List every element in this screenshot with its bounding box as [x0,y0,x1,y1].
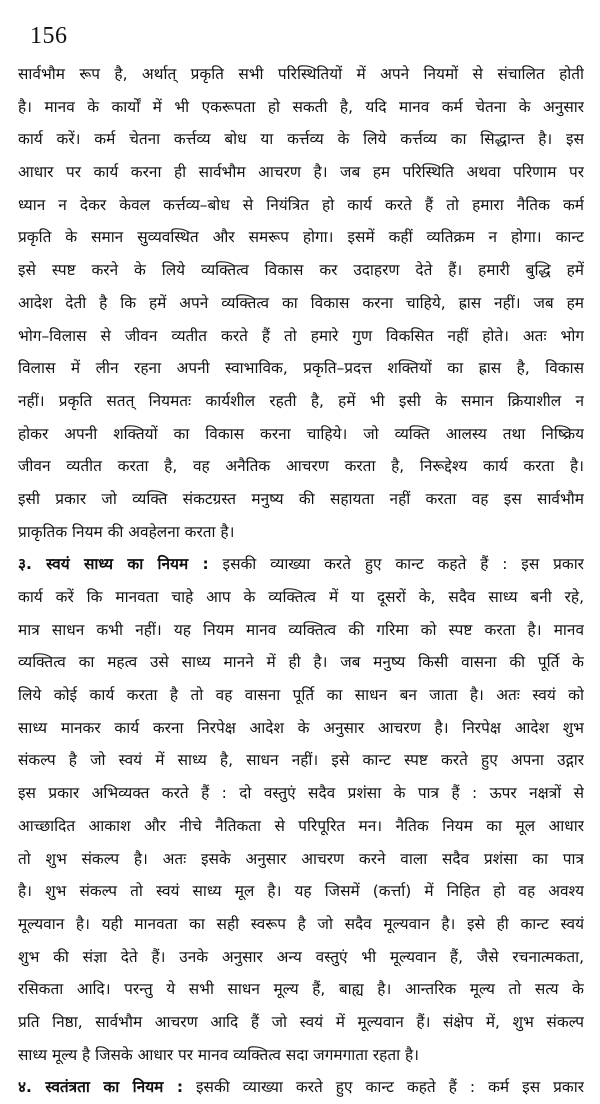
text-line: रसिकता आदि। परन्तु ये सभी साधन मूल्य हैं, बाह्य है। आन्तरिक मूल्य तो सत्य के [18,980,584,999]
text-line: मूल्यवान है। यही मानवता का सही स्वरूप है जो सदैव मूल्यवान है। इसे ही कान्ट स्वयं [18,914,584,933]
text-line: आच्छादित आकाश और नीचे नैतिकता से परिपूरित मन। नैतिक नियम का मूल आधार [18,816,584,835]
text-line: इसी प्रकार जो व्यक्ति संकटग्रस्त मनुष्य की सहायता नहीं करता वह इस सार्वभौम [18,489,584,508]
section-4-intro: इसकी व्याख्या करते हुए कान्ट कहते हैं : कर्म इस प्रकार [182,1078,584,1097]
text-line: मात्र साधन कभी नहीं। यह नियम मानव व्यक्तित्व की गरिमा को स्पष्ट करता है। मानव [18,620,584,639]
text-line: तो शुभ संकल्प है। अतः इसके अनुसार आचरण करने वाला सदैव प्रशंसा का पात्र [18,849,584,868]
text-line: सार्वभौम रूप है, अर्थात् प्रकृति सभी परिस्थितियों में अपने नियमों से संचालित होती [18,65,584,83]
text-line: कार्य करें कि मानवता चाहे आप के व्यक्तित्व में या दूसरों के, सदैव साध्य बनी रहे, [18,588,584,606]
section-4-heading: ४. स्वतंत्रता का नियम : [18,1078,183,1097]
text-line: है। मानव के कार्यों में भी एकरूपता हो सकती है, यदि मानव कर्म चेतना के अनुसार [18,97,584,116]
text-line: इसे स्पष्ट करने के लिये व्यक्तित्व विकास कर उदाहरण देते हैं। हमारी बुद्धि हमें [18,261,584,280]
body-text [18,58,584,1104]
text-line: भोग–विलास से जीवन व्यतीत करते हैं तो हमारे गुण विकसित नहीं होते। अतः भोग [18,326,584,345]
text-line: है। शुभ संकल्प तो स्वयं साध्य मूल है। यह जिसमें (कर्त्ता) में निहित हो वह अवश्य [18,882,584,901]
text-line: संकल्प है जो स्वयं में साध्य है, साधन नहीं। इसे कान्ट स्पष्ट करते हुए अपना उद्गार [18,751,584,770]
text-line: इस प्रकार अभिव्यक्त करते हैं : दो वस्तुएं सदैव प्रशंसा के पात्र हैं : ऊपर नक्षत्रों से [18,784,584,803]
text-line: आधार पर कार्य करना ही सार्वभौम आचरण है। जब हम परिस्थिति अथवा परिणाम पर [18,163,584,182]
text-line: जीवन व्यतीत करता है, वह अनैतिक आचरण करता है, निरूद्देश्य कार्य करता है। [18,457,584,476]
page-number: 156 [30,23,68,49]
text-line: लिये कोई कार्य करता है तो वह वासना पूर्ति का साधन बन जाता है। अतः स्वयं को [18,686,584,705]
text-line: साध्य मूल्य है जिसके आधार पर मानव व्यक्तित्व सदा जगमगाता रहता है। [18,1045,420,1064]
text-line: ध्यान न देकर केवल कर्त्तव्य–बोध से नियंत्रित हो कार्य करते हैं तो हमारा नैतिक कर्म [18,195,584,214]
text-line: नहीं। प्रकृति सतत् नियमतः कार्यशील रहती है, हमें भी इसी के समान क्रियाशील न [18,391,584,410]
text-line: साध्य मानकर कार्य करना निरपेक्ष आदेश के अनुसार आचरण है। निरपेक्ष आदेश शुभ [18,718,584,737]
text-line: कार्य करें। कर्म चेतना कर्त्तव्य बोध या कर्त्तव्य के लिये कर्त्तव्य का सिद्धान्त है। इस [18,130,584,149]
text-line: प्रकृति के समान सुव्यवस्थित और समरूप होगा। इसमें कहीं व्यतिक्रम न होगा। कान्ट [18,228,584,247]
text-line: प्राकृतिक नियम की अवहेलना करता है। [18,522,235,541]
text-line: होकर अपनी शक्तियों का विकास करना चाहिये। जो व्यक्ति आलस्य तथा निष्क्रिय [18,424,584,443]
section-3-line [18,548,584,581]
text-line: विलास में लीन रहना अपनी स्वाभाविक, प्रकृति–प्रदत्त शक्तियों का ह्रास है, विकास [18,359,584,378]
text-line: आदेश देती है कि हमें अपने व्यक्तित्व का विकास करना चाहिये, ह्रास नहीं। जब हम [18,293,584,312]
section-3-intro: इसकी व्याख्या करते हुए कान्ट कहते हैं : इस प्रकार [208,555,584,574]
text-line: व्यक्तित्व का महत्व उसे साध्य मानने में ही है। जब मनुष्य किसी वासना की पूर्ति के [18,653,584,672]
section-3-heading: ३. स्वयं साध्य का नियम : [18,555,209,574]
text-line: शुभ की संज्ञा देते हैं। उनके अनुसार अन्य वस्तुएं भी मूल्यवान हैं, जैसे रचनात्मकता, [18,947,584,966]
section-4-line [18,1071,584,1104]
text-line: प्रति निष्ठा, सार्वभौम आचरण आदि हैं जो स्वयं में मूल्यवान हैं। संक्षेप में, शुभ संकल्प [18,1012,584,1031]
